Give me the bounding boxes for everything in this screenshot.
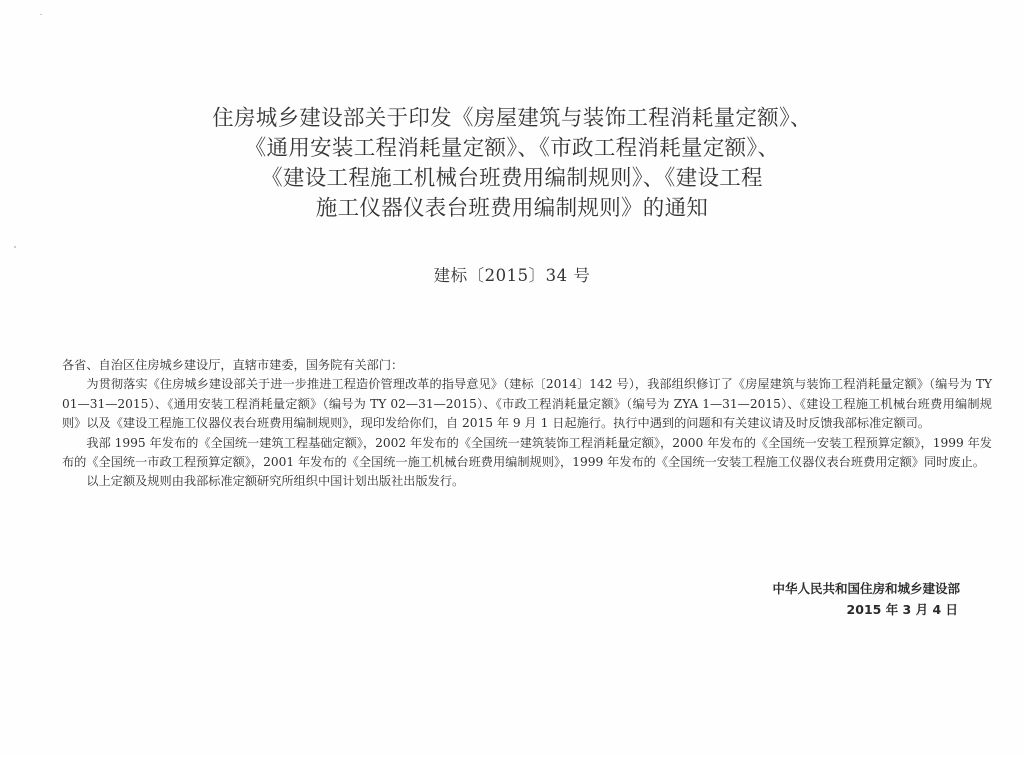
scan-speck: [14, 246, 16, 248]
title-line-4: 施工仪器仪表台班费用编制规则》的通知: [315, 196, 709, 221]
title-line-2: 《通用安装工程消耗量定额》、《市政工程消耗量定额》、: [244, 136, 780, 161]
scan-speck: [40, 14, 42, 15]
salutation: 各省、自治区住房城乡建设厅，直辖市建委，国务院有关部门：: [62, 358, 404, 372]
signature-block: [772, 578, 960, 620]
document-number: 建标〔2015〕34 号: [433, 266, 591, 285]
body-paragraph-1: 为贯彻落实《住房城乡建设部关于进一步推进工程造价管理改革的指导意见》（建标〔2014〕142 号），我部组织修订了《房屋建筑与装饰工程消耗量定额》（编号为 TY 01—31—2015）、《通用安装工程消耗量定额》（编号为 TY 02—31—2015）、《市政工程消耗量定额》（编号为 ZYA 1—31—2015）、《建设工程施工机械台班费用编制规则》以及《建设工程施工仪器仪表台班费用编制规则》，现印发给你们，自 2015 年 9 月 1 日起施行。执行中遇到的问题和有关建议请及时反馈我部标准定额司。: [62, 377, 992, 431]
title-line-3: 《建设工程施工机械台班费用编制规则》、《建设工程: [261, 166, 763, 191]
body-paragraph-2: 我部 1995 年发布的《全国统一建筑工程基础定额》，2002 年发布的《全国统一建筑装饰工程消耗量定额》，2000 年发布的《全国统一安装工程预算定额》，1999 年发布的《全国统一市政工程预算定额》，2001 年发布的《全国统一施工机械台班费用编制规则》，1999 年发布的《全国统一安装工程施工仪器仪表台班费用定额》同时废止。: [62, 435, 992, 470]
issuer-name: 中华人民共和国住房和城乡建设部: [772, 581, 960, 596]
title-line-1: 住房城乡建设部关于印发《房屋建筑与装饰工程消耗量定额》、: [212, 106, 812, 131]
body-paragraph-3: 以上定额及规则由我部标准定额研究所组织中国计划出版社出版发行。: [86, 474, 465, 489]
issue-date: 2015 年 3 月 4 日: [846, 602, 958, 617]
notice-body: [62, 356, 992, 492]
notice-title: [120, 104, 904, 224]
